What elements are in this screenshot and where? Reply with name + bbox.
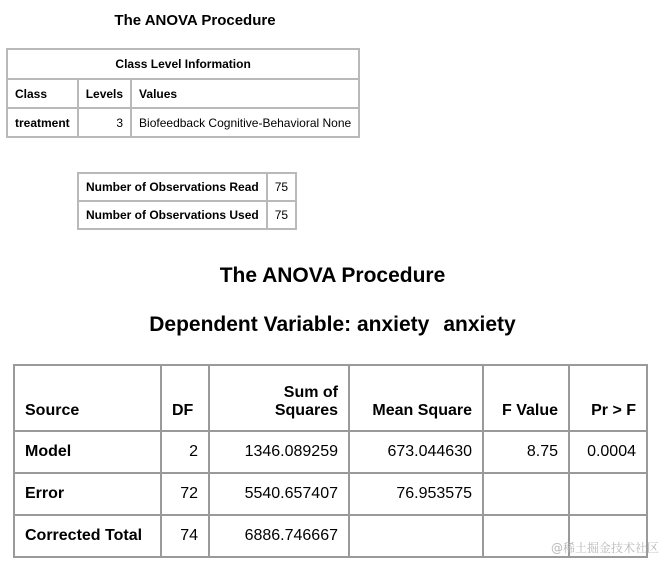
class-cell: treatment — [7, 108, 78, 137]
df-header: DF — [161, 365, 209, 431]
obs-read-value: 75 — [267, 173, 296, 201]
ss-header-line1: Sum of — [283, 384, 338, 401]
obs-row-used — [78, 201, 296, 229]
df-cell: 72 — [161, 473, 209, 515]
dependent-variable-prefix: Dependent Variable: anxiety — [149, 313, 430, 336]
ss-cell: 5540.657407 — [209, 473, 349, 515]
table-row — [14, 473, 647, 515]
ss-header-line2: Squares — [274, 402, 338, 419]
obs-used-value: 75 — [267, 201, 296, 229]
source-cell: Model — [14, 431, 161, 473]
observations-table — [77, 172, 297, 230]
source-cell: Error — [14, 473, 161, 515]
class-header: Class — [7, 79, 78, 108]
f-value-header: F Value — [483, 365, 569, 431]
ms-cell: 76.953575 — [349, 473, 483, 515]
p-cell: 0.0004 — [569, 431, 647, 473]
obs-read-label: Number of Observations Read — [78, 173, 267, 201]
obs-used-label: Number of Observations Used — [78, 201, 267, 229]
df-cell: 2 — [161, 431, 209, 473]
ss-cell: 1346.089259 — [209, 431, 349, 473]
table-row — [14, 431, 647, 473]
watermark: @稀土掘金技术社区 — [550, 541, 659, 555]
sum-of-squares-header — [209, 365, 349, 431]
p-value-header: Pr > F — [569, 365, 647, 431]
anova-procedure-title-top: The ANOVA Procedure — [114, 12, 276, 29]
ss-cell: 6886.746667 — [209, 515, 349, 557]
values-cell: Biofeedback Cognitive-Behavioral None — [131, 108, 359, 137]
levels-cell: 3 — [78, 108, 131, 137]
class-level-table — [6, 48, 360, 138]
values-header: Values — [131, 79, 359, 108]
dependent-variable-title — [0, 313, 665, 337]
df-cell: 74 — [161, 515, 209, 557]
anova-header-row — [14, 365, 647, 431]
dependent-variable-label: anxiety — [443, 313, 516, 336]
mean-square-header: Mean Square — [349, 365, 483, 431]
levels-header: Levels — [78, 79, 131, 108]
source-header: Source — [14, 365, 161, 431]
anova-procedure-title: The ANOVA Procedure — [219, 264, 446, 287]
class-level-title: Class Level Information — [7, 49, 359, 79]
obs-row-read — [78, 173, 296, 201]
f-cell — [483, 473, 569, 515]
anova-table — [13, 364, 648, 558]
f-cell: 8.75 — [483, 431, 569, 473]
source-cell: Corrected Total — [14, 515, 161, 557]
ms-cell — [349, 515, 483, 557]
ms-cell: 673.044630 — [349, 431, 483, 473]
p-cell — [569, 473, 647, 515]
